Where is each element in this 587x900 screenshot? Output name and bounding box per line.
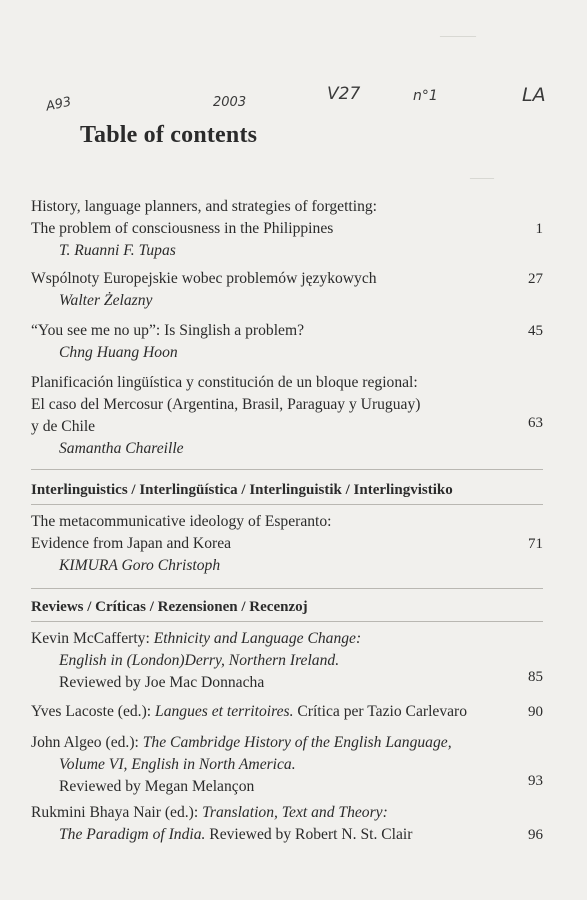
handwritten-mark: A93 [44,94,73,115]
review-reviewer: Reviewed by Joe Mac Donnacha [59,674,265,691]
entry-title-line: El caso del Mercosur (Argentina, Brasil, Paraguay y Uruguay) [31,396,421,413]
entry-title-line: Planificación lingüística y constitución de un bloque regional: [31,374,418,391]
entry-title-line: History, language planners, and strategies of forgetting: [31,198,378,215]
review-entry [31,732,543,798]
page-title: Table of contents [80,122,258,148]
review-entry [31,628,543,694]
entry-page-number: 1 [535,221,543,237]
review-book-title-cont [31,650,543,672]
review-book-title-cont [31,754,543,776]
entry-title-line: The problem of consciousness in the Philippines [31,220,334,237]
entry-page-number: 45 [528,323,543,339]
review-book-title: The Cambridge History of the English Language, [142,734,452,751]
handwritten-year: 2003 [213,95,247,110]
section-divider [31,588,543,589]
review-citation [31,628,543,650]
toc-entry [31,196,543,262]
entry-author: Samantha Chareille [59,440,184,457]
entry-page-number: 27 [528,271,543,287]
section-divider [31,504,543,505]
review-entry [31,701,543,723]
review-lead: Kevin McCafferty: [31,630,154,647]
entry-title-line: “You see me no up”: Is Singlish a problem? [31,322,305,339]
entry-page-number: 85 [528,669,543,685]
section-divider [31,469,543,470]
review-lead: Yves Lacoste (ed.): [31,703,156,720]
bleed-through-mark: —— [470,170,494,184]
entry-author: T. Ruanni F. Tupas [59,242,176,259]
entry-author: Walter Żelazny [59,292,153,309]
review-lead: John Algeo (ed.): [31,734,143,751]
review-book-title: Langues et territoires. [155,703,294,720]
section-heading-interlinguistics: Interlinguistics / Interlingüística / Interlinguistik / Interlingvistiko [31,482,453,498]
entry-title-line: The metacommunicative ideology of Esperanto: [31,513,332,530]
section-heading-reviews: Reviews / Críticas / Rezensionen / Recenzoj [31,599,308,615]
entry-author: KIMURA Goro Christoph [59,557,221,574]
entry-page-number: 96 [528,827,543,843]
review-citation [31,802,543,824]
review-book-title: English in (London)Derry, Northern Ireland. [59,652,340,669]
review-book-title: Volume VI, English in North America. [59,756,296,773]
review-book-title-cont [31,824,543,846]
handwritten-number: n°1 [413,88,438,104]
toc-entry [31,268,543,312]
toc-entry [31,320,543,364]
entry-page-number: 71 [528,536,543,552]
toc-entry [31,372,543,460]
bleed-through-mark: ——— [440,28,476,42]
toc-entry [31,511,543,577]
handwritten-initials: LA [522,84,546,106]
review-book-title: The Paradigm of India. [59,826,206,843]
review-book-title: Ethnicity and Language Change: [153,630,362,647]
entry-page-number: 93 [528,773,543,789]
review-tail: Reviewed by Robert N. St. Clair [205,826,413,843]
entry-page-number: 63 [528,415,543,431]
review-entry [31,802,543,846]
entry-title-line: Wspólnoty Europejskie wobec problemów językowych [31,270,377,287]
review-lead: Rukmini Bhaya Nair (ed.): [31,804,203,821]
review-citation [31,732,543,754]
entry-title-line: y de Chile [31,418,96,435]
review-reviewer: Reviewed by Megan Melançon [59,778,255,795]
handwritten-volume: V27 [327,84,361,104]
review-book-title: Translation, Text and Theory: [202,804,388,821]
review-citation [31,701,543,723]
review-tail: Crítica per Tazio Carlevaro [293,703,468,720]
entry-title-line: Evidence from Japan and Korea [31,535,232,552]
section-divider [31,621,543,622]
entry-author: Chng Huang Hoon [59,344,178,361]
entry-page-number: 90 [528,704,543,720]
